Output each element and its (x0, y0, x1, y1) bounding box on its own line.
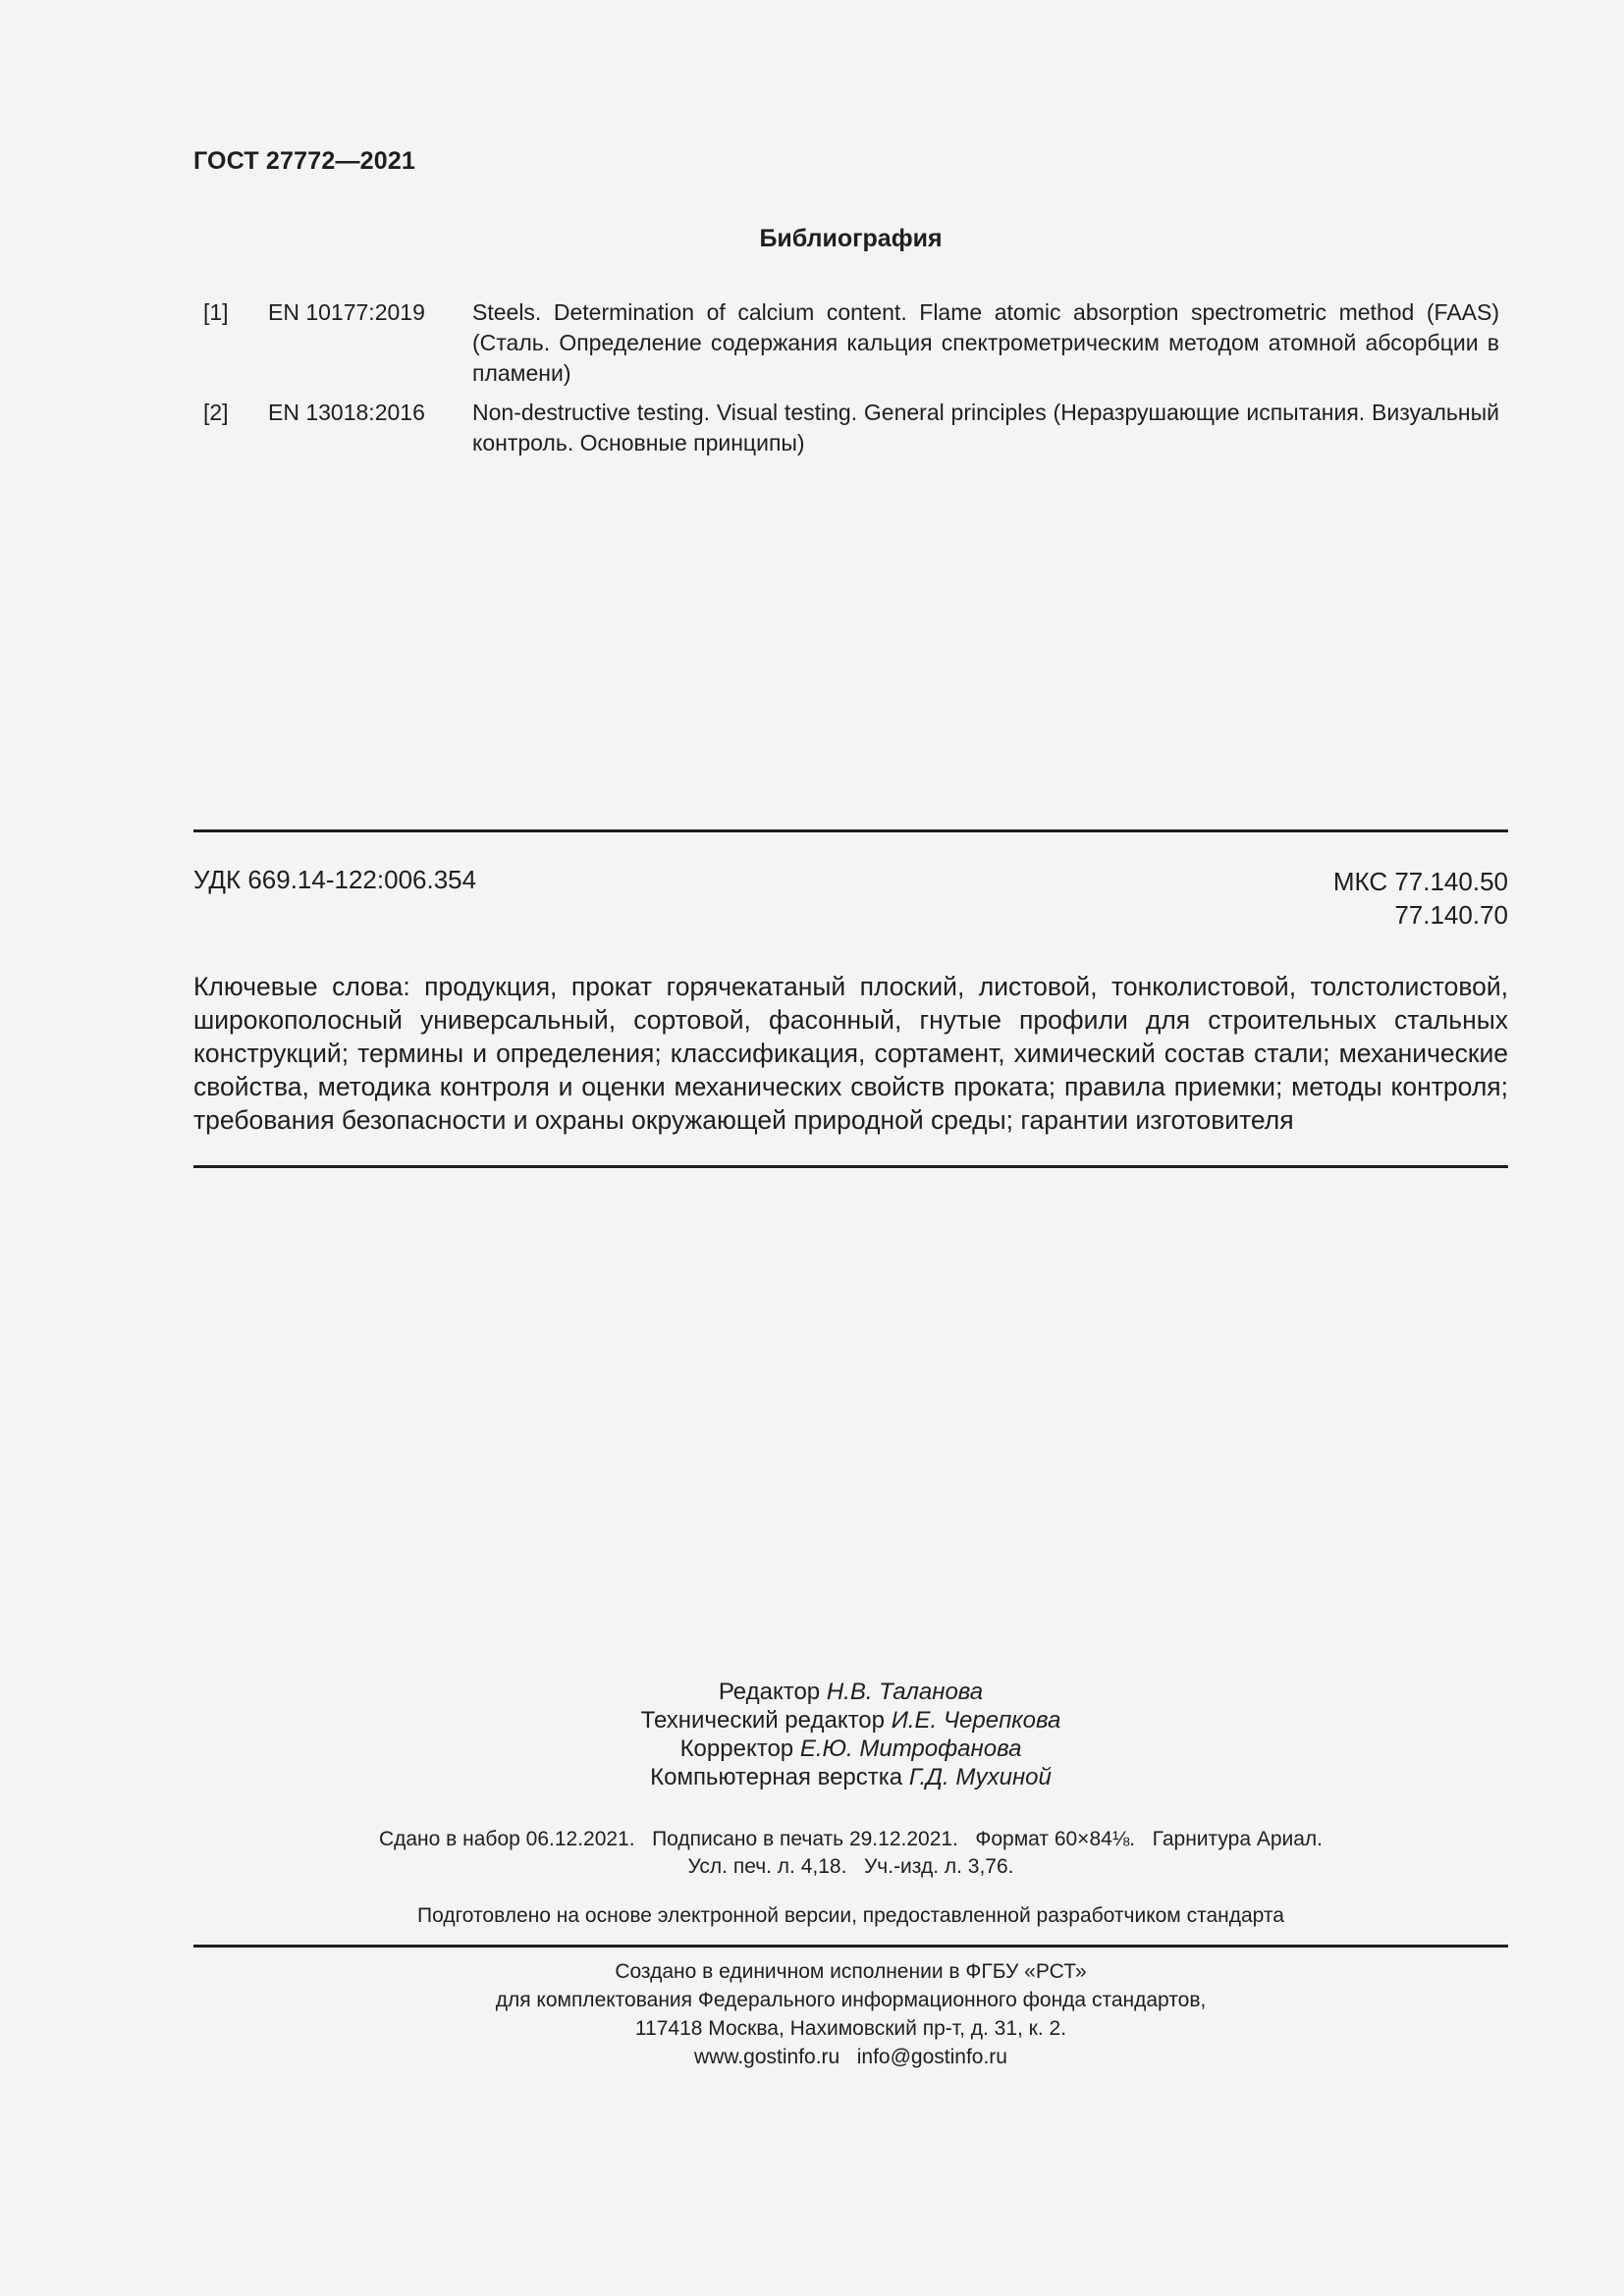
imprint-line-2: Усл. печ. л. 4,18. Уч.-изд. л. 3,76. (687, 1855, 1014, 1878)
prepared-note: Подготовлено на основе электронной версии, предоставленной разработчиком стандарта (417, 1904, 1284, 1927)
divider-top (193, 829, 1508, 832)
publisher-address: 117418 Москва, Нахимовский пр-т, д. 31, к. 2. (634, 2017, 1067, 2040)
entry-number: [1] (203, 299, 229, 325)
udk-code: УДК 669.14-122:006.354 (193, 865, 477, 894)
credit-layout: Компьютерная верстка Г.Д. Мухиной (650, 1764, 1052, 1790)
imprint-line-1: Сдано в набор 06.12.2021. Подписано в печать 29.12.2021. Формат 60×84⅛. Гарнитура Ариал. (378, 1828, 1324, 1850)
credit-name: Е.Ю. Митрофанова (799, 1735, 1022, 1762)
publisher-line-2: для комплектования Федерального информационного фонда стандартов, (495, 1989, 1207, 2011)
credit-name: И.Е. Черепкова (891, 1707, 1061, 1734)
imprint-info (193, 1826, 1508, 1881)
credit-proofreader: Корректор Е.Ю. Митрофанова (679, 1735, 1022, 1762)
bibliography-title: Библиография (759, 225, 943, 252)
email-link[interactable]: info@gostinfo.ru (856, 2046, 1007, 2068)
credit-name: Н.В. Таланова (826, 1679, 984, 1705)
publisher-contacts (193, 2043, 1508, 2071)
entry-number: [2] (203, 400, 229, 425)
credit-technical-editor: Технический редактор И.Е. Черепкова (640, 1707, 1061, 1734)
keywords-paragraph: Ключевые слова: продукция, прокат горячекатаный плоский, листовой, тонколистовой, толстолистовой, широкополосный универсальный, сортовой, фасонный, гнутые профили для строительных стальных конструкций; термины и определения; классификация, сортамент, химический состав стали; механические свойства, методика контроля и оценки механических свойств проката; правила приемки; методы контроля; требования безопасности и охраны окружающей природной среды; гарантии изготовителя (193, 972, 1508, 1135)
bibliography-list (193, 297, 1499, 467)
divider-bottom (193, 1945, 1508, 1948)
mks-line-2: 77.140.70 (1394, 900, 1508, 930)
mks-line-1: МКС 77.140.50 (1332, 867, 1508, 896)
entry-title: Non-destructive testing. Visual testing. General principles (Неразрушающие испытания. Визуальный контроль. Основные принципы) (472, 400, 1499, 455)
credit-editor: Редактор Н.В. Таланова (718, 1679, 984, 1705)
publisher-line-1: Создано в единичном исполнении в ФГБУ «РСТ» (615, 1960, 1087, 1983)
divider-middle (193, 1165, 1508, 1168)
bibliography-entry (193, 398, 1499, 458)
entry-standard-code: EN 10177:2019 (268, 299, 425, 325)
website-link[interactable]: www.gostinfo.ru (694, 2046, 840, 2068)
mks-codes (1333, 865, 1508, 932)
entry-title: Steels. Determination of calcium content. Flame atomic absorption spectrometric method (FAAS) (Сталь. Определение содержания кальция спектрометрическим методом атомной абсорбции в пламени) (472, 299, 1499, 386)
entry-standard-code: EN 13018:2016 (268, 400, 425, 425)
credit-name: Г.Д. Мухиной (908, 1764, 1052, 1790)
bibliography-entry (193, 297, 1499, 389)
editorial-credits (193, 1678, 1508, 1791)
publisher-info (193, 1957, 1508, 2071)
document-code: ГОСТ 27772—2021 (193, 147, 416, 175)
